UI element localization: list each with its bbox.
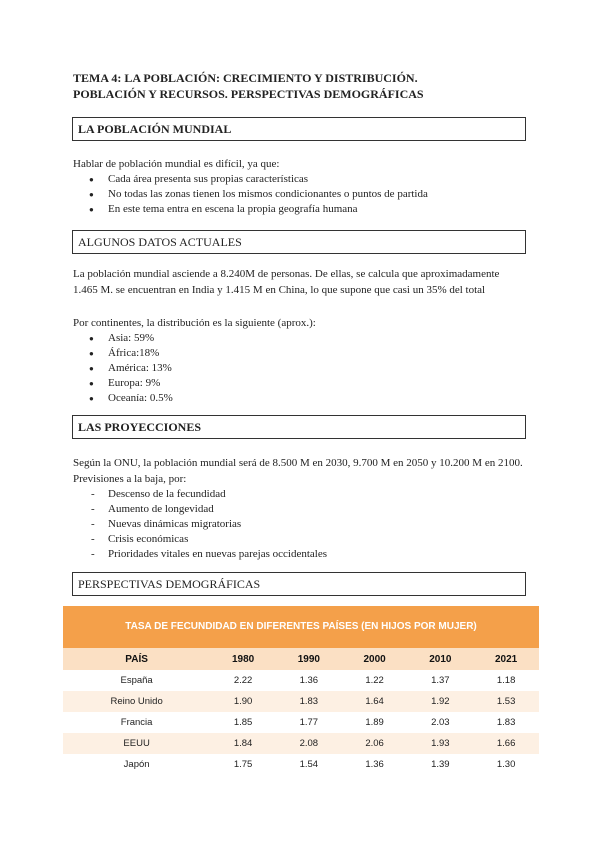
table-cell: 1.66 (473, 733, 539, 754)
section1-intro: Hablar de población mundial es difícil, ya que: (73, 158, 280, 170)
column-header: 2000 (342, 648, 408, 670)
list-item: ● Cada área presenta sus propias características (73, 172, 533, 187)
table-cell: Japón (63, 754, 210, 775)
table-row (63, 754, 539, 775)
section-heading-perspectivas: PERSPECTIVAS DEMOGRÁFICAS (72, 572, 526, 596)
column-header: 2021 (473, 648, 539, 670)
table-title: TASA DE FECUNDIDAD EN DIFERENTES PAÍSES (EN HIJOS POR MUJER) (63, 606, 539, 648)
list-item: - Crisis económicas (73, 532, 533, 547)
table-cell: Reino Unido (63, 691, 210, 712)
table-cell: 1.36 (276, 670, 342, 691)
document-title (73, 70, 533, 102)
section-heading-proyecciones: LAS PROYECCIONES (72, 415, 526, 439)
table-cell: 1.36 (342, 754, 408, 775)
list-item: ● África:18% (73, 346, 533, 361)
table-header-row (63, 648, 539, 670)
table-row (63, 733, 539, 754)
column-header: 1990 (276, 648, 342, 670)
table-cell: 1.83 (473, 712, 539, 733)
table-cell: 2.22 (210, 670, 276, 691)
table-cell: 1.37 (407, 670, 473, 691)
column-header: 1980 (210, 648, 276, 670)
table-cell: 1.85 (210, 712, 276, 733)
table-cell: 1.54 (276, 754, 342, 775)
section2-body (73, 266, 533, 406)
section-heading-poblacion-mundial: LA POBLACIÓN MUNDIAL (72, 117, 526, 141)
fertility-table (63, 606, 539, 775)
title-line-1: TEMA 4: LA POBLACIÓN: CRECIMIENTO Y DISTRIBUCIÓN. (73, 71, 418, 85)
fertility-rates-table (63, 648, 539, 775)
table-cell: EEUU (63, 733, 210, 754)
continent-bullet-list (73, 331, 533, 406)
section3-body (73, 455, 533, 562)
list-item: - Aumento de longevidad (73, 502, 533, 517)
column-header: 2010 (407, 648, 473, 670)
table-cell: Francia (63, 712, 210, 733)
list-item: ● Europa: 9% (73, 376, 533, 391)
section-heading-datos-actuales: ALGUNOS DATOS ACTUALES (72, 230, 526, 254)
list-item: ● América: 13% (73, 361, 533, 376)
section3-para-line2: Previsiones a la baja, por: (73, 473, 187, 485)
table-cell: 1.39 (407, 754, 473, 775)
table-cell: 2.08 (276, 733, 342, 754)
table-cell: 2.03 (407, 712, 473, 733)
list-item: ● No todas las zonas tienen los mismos condicionantes o puntos de partida (73, 187, 533, 202)
table-cell: 1.30 (473, 754, 539, 775)
section2-para2: Por continentes, la distribución es la siguiente (aprox.): (73, 317, 316, 329)
table-cell: 1.53 (473, 691, 539, 712)
projection-dash-list (73, 487, 533, 562)
table-row (63, 691, 539, 712)
title-line-2: POBLACIÓN Y RECURSOS. PERSPECTIVAS DEMOGRÁFICAS (73, 87, 424, 101)
table-cell: 1.75 (210, 754, 276, 775)
table-cell: 1.90 (210, 691, 276, 712)
table-cell: 1.89 (342, 712, 408, 733)
table-row (63, 670, 539, 691)
list-item: ● Asia: 59% (73, 331, 533, 346)
table-cell: 2.06 (342, 733, 408, 754)
list-item: ● Oceanía: 0.5% (73, 391, 533, 406)
section2-para1-line1: La población mundial asciende a 8.240M de personas. De ellas, se calcula que aproximadamente (73, 268, 500, 280)
section1-bullet-list (73, 172, 533, 217)
list-item: - Nuevas dinámicas migratorias (73, 517, 533, 532)
table-cell: 1.64 (342, 691, 408, 712)
column-header: PAÍS (63, 648, 210, 670)
table-cell: 1.83 (276, 691, 342, 712)
section1-body (73, 156, 533, 217)
table-cell: 1.77 (276, 712, 342, 733)
list-item: - Descenso de la fecundidad (73, 487, 533, 502)
table-cell: 1.92 (407, 691, 473, 712)
table-cell: 1.93 (407, 733, 473, 754)
section3-para-line1: Según la ONU, la población mundial será de 8.500 M en 2030, 9.700 M en 2050 y 10.200 M en 2100. (73, 457, 523, 469)
table-cell: 1.18 (473, 670, 539, 691)
table-cell: 1.84 (210, 733, 276, 754)
section2-para1-line2: 1.465 M. se encuentran en India y 1.415 M en China, lo que supone que casi un 35% del total (73, 284, 486, 296)
list-item: - Prioridades vitales en nuevas parejas occidentales (73, 547, 533, 562)
table-row (63, 712, 539, 733)
table-cell: 1.22 (342, 670, 408, 691)
list-item: ● En este tema entra en escena la propia geografía humana (73, 202, 533, 217)
table-cell: España (63, 670, 210, 691)
